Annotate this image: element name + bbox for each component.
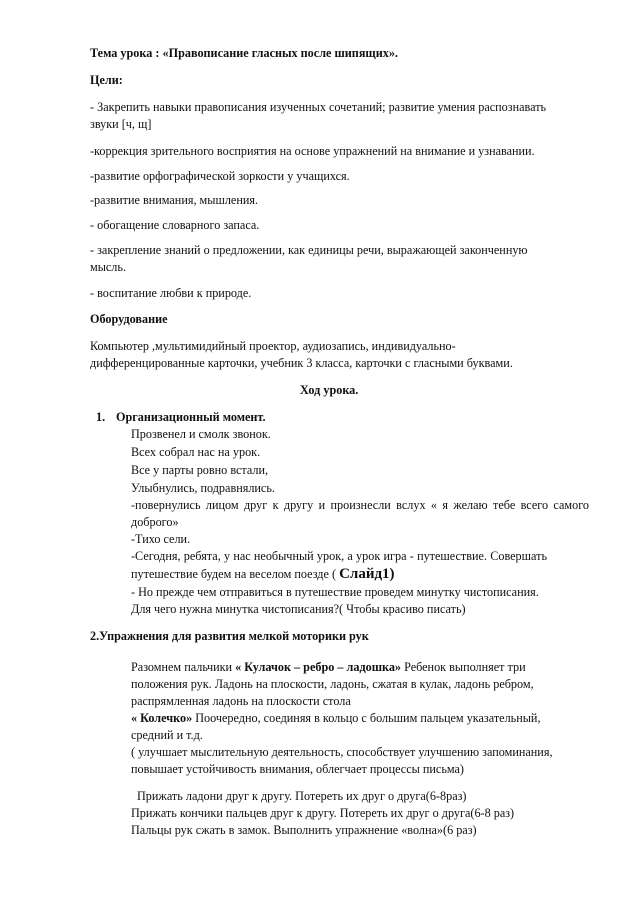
journey-line-2 [131, 566, 395, 582]
poem-line-4: Улыбнулись, подравнялись. [131, 481, 275, 495]
calligraphy-line-2: Для чего нужна минутка чистописания?( Чтобы красиво писать) [131, 602, 466, 616]
section-1-title: Организационный момент. [116, 410, 266, 424]
goal-3: -развитие орфографической зоркости у учащихся. [90, 169, 350, 183]
goal-6-line-1: - закрепление знаний о предложении, как единицы речи, выражающей законченную [90, 243, 528, 257]
equipment-heading: Оборудование [90, 312, 168, 326]
exercise-3-line-1: Прижать ладони друг к другу. Потереть их друг о друга(6-8раз) [137, 789, 467, 803]
exercise-2-line-3: ( улучшает мыслительную деятельность, способствует улучшению запоминания, [131, 745, 553, 759]
equipment-line-2: дифференцированные карточки, учебник 3 класса, карточки с гласными буквами. [90, 356, 513, 370]
exercise-intro: Разомнем пальчики [131, 660, 233, 674]
exercise-3-line-3: Пальцы рук сжать в замок. Выполнить упражнение «волна»(6 раз) [131, 823, 477, 837]
poem-line-2: Всех собрал нас на урок. [131, 445, 261, 459]
topic-title: : «Правописание гласных после шипящих». [152, 46, 398, 60]
goal-4: -развитие внимания, мышления. [90, 193, 259, 207]
journey-text: путешествие будем на веселом поезде ( [131, 567, 337, 581]
slide-label: Слайд1) [339, 566, 395, 582]
greeting-line-1: -повернулись лицом друг к другу и произнесли вслух « я желаю тебе всего самого [131, 498, 589, 512]
topic-label: Тема урока [90, 46, 153, 60]
exercise-2-line-2: средний и т.д. [131, 728, 203, 742]
exercise-1-name: « Кулачок – ребро – ладошка» [235, 660, 402, 674]
section-2-title: 2.Упражнения для развития мелкой моторики рук [90, 629, 369, 643]
section-1-number: 1. [96, 410, 106, 424]
exercise-3-line-2: Прижать кончики пальцев друг к другу. Потереть их друг о друга(6-8 раз) [131, 806, 515, 820]
exercise-1-text: Ребенок выполняет три [401, 660, 526, 674]
exercise-2-line-4: повышает устойчивость внимания, облегчает процессы письма) [131, 762, 464, 776]
goal-5: - обогащение словарного запаса. [90, 218, 260, 232]
poem-line-3: Все у парты ровно встали, [131, 463, 269, 477]
exercise-1-line-3: распрямленная ладонь на плоскости стола [131, 694, 351, 708]
greeting-line-2: доброго» [131, 515, 179, 529]
equipment-line-1: Компьютер ,мультимидийный проектор, аудиозапись, индивидуально- [90, 339, 456, 353]
exercise-1-line-2: положения рук. Ладонь на плоскости, ладонь, сжатая в кулак, ладонь ребром, [131, 677, 534, 691]
goal-1-line-2: звуки [ч, щ] [90, 117, 152, 131]
sit-down-line: -Тихо сели. [131, 532, 191, 546]
calligraphy-line-1: - Но прежде чем отправиться в путешествие проведем минутку чистописания. [131, 585, 539, 599]
exercise-2-text: Поочередно, соединяя в кольцо с большим пальцем указательный, [192, 711, 541, 725]
exercise-2-line-1 [131, 710, 541, 726]
goal-6-line-2: мысль. [90, 260, 126, 274]
goal-7: - воспитание любви к природе. [90, 286, 252, 300]
lesson-heading: Ход урока. [300, 383, 359, 397]
exercise-1-line-1 [131, 659, 526, 675]
exercise-2-name: « Колечко» [131, 711, 193, 725]
lesson-topic-line [90, 45, 398, 61]
goal-2: -коррекция зрительного восприятия на основе упражнений на внимание и узнавании. [90, 144, 535, 158]
goal-1-line-1: - Закрепить навыки правописания изученных сочетаний; развитие умения распознавать [90, 100, 547, 114]
goals-heading: Цели: [90, 73, 123, 87]
poem-line-1: Прозвенел и смолк звонок. [131, 427, 271, 441]
journey-line-1: -Сегодня, ребята, у нас необычный урок, а урок игра - путешествие. Совершать [131, 549, 547, 563]
